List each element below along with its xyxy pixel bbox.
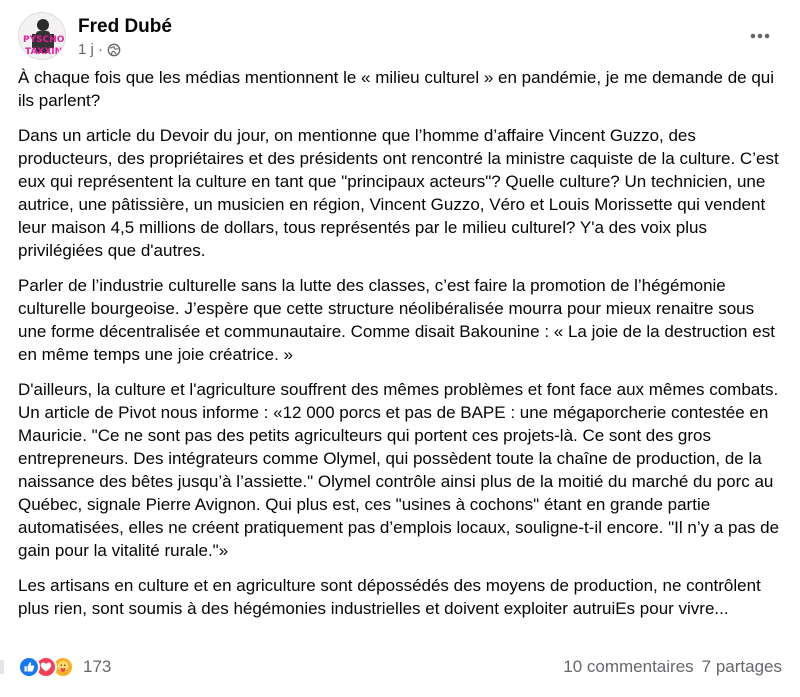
reaction-count: 173 <box>83 657 112 676</box>
reactions-summary[interactable] <box>18 656 111 678</box>
engagement-stats <box>563 657 782 677</box>
post-paragraph: Parler de l’industrie culturelle sans la lutte des classes, c’est faire la promotion de l’hégémonie culturelle bourgeoise. J’espère que cette structure néolibéralisée mourra pour mieux renaitre sous une forme décentralisée et communautaire. Comme disait Bakounine : « La joie de la destruction est en même temps une joie créatrice. » <box>18 276 775 364</box>
shares-count-link[interactable]: 7 partages <box>701 657 782 676</box>
globe-icon[interactable] <box>107 43 121 57</box>
avatar[interactable] <box>18 12 66 60</box>
post-time[interactable]: 1 j · <box>78 41 104 58</box>
comments-count-link[interactable]: 10 commentaires <box>563 657 694 676</box>
like-icon <box>18 656 40 678</box>
post-paragraph: À chaque fois que les médias mentionnent le « milieu culturel » en pandémie, je me demande de qui ils parlent? <box>18 68 775 110</box>
avatar-logo-text-2: TAXXIN <box>25 47 63 57</box>
avatar-logo-text-1: PYSCHO <box>23 35 65 45</box>
post-text <box>18 66 784 632</box>
avatar-image <box>19 13 66 60</box>
post-paragraph: Les artisans en culture et en agriculture sont dépossédés des moyens de production, ne contrôlent plus rien, sont soumis à des hégémonies industrielles et doivent exploiter autruiEs pour vivre... <box>18 576 761 618</box>
post-footer <box>18 650 782 684</box>
more-options-button[interactable] <box>742 18 778 54</box>
post-paragraph: D'ailleurs, la culture et l'agriculture souffrent des mêmes problèmes et font face aux mêmes combats. Un article de Pivot nous informe : «12 000 porcs et pas de BAPE : une mégaporcherie contestée en Mauricie. "Ce ne sont pas des petits agriculteurs qui portent ces projets-là. Ce sont des gros entrepreneurs. Des intégrateurs comme Olymel, qui possèdent toute la chaîne de production, de la naissance des bêtes jusqu’à l’assiette." Olymel contrôle ainsi plus de la moitié du marché du porc au Québec, signale Pierre Avignon. Qui plus est, ces "usines à cochons" étant en grande partie automatisées, elles ne créent pratiquement pas d’emplois locaux, souligne-t-il encore. "Il n’y a pas de gain pour la vitalité rurale."» <box>18 380 780 560</box>
more-horizontal-icon <box>750 33 770 39</box>
divider <box>0 660 4 674</box>
author-name[interactable]: Fred Dubé <box>78 16 172 37</box>
post-meta <box>78 41 121 58</box>
post-header <box>18 12 778 60</box>
post-paragraph: Dans un article du Devoir du jour, on mentionne que l’homme d’affaire Vincent Guzzo, des producteurs, des propriétaires et des présidents ont rencontré la ministre caquiste de la culture. C’est eux qui représentent la culture en tant que "principaux acteurs"? Quelle culture? Un technicien, une autrice, une pâtissière, un musicien en région, Vincent Guzzo, Véro et Louis Morissette qui vendent leur maison 4,5 millions de dollars, tous représentés par le milieu culturel? Y'a des voix plus privilégiées que d'autres. <box>18 126 779 260</box>
